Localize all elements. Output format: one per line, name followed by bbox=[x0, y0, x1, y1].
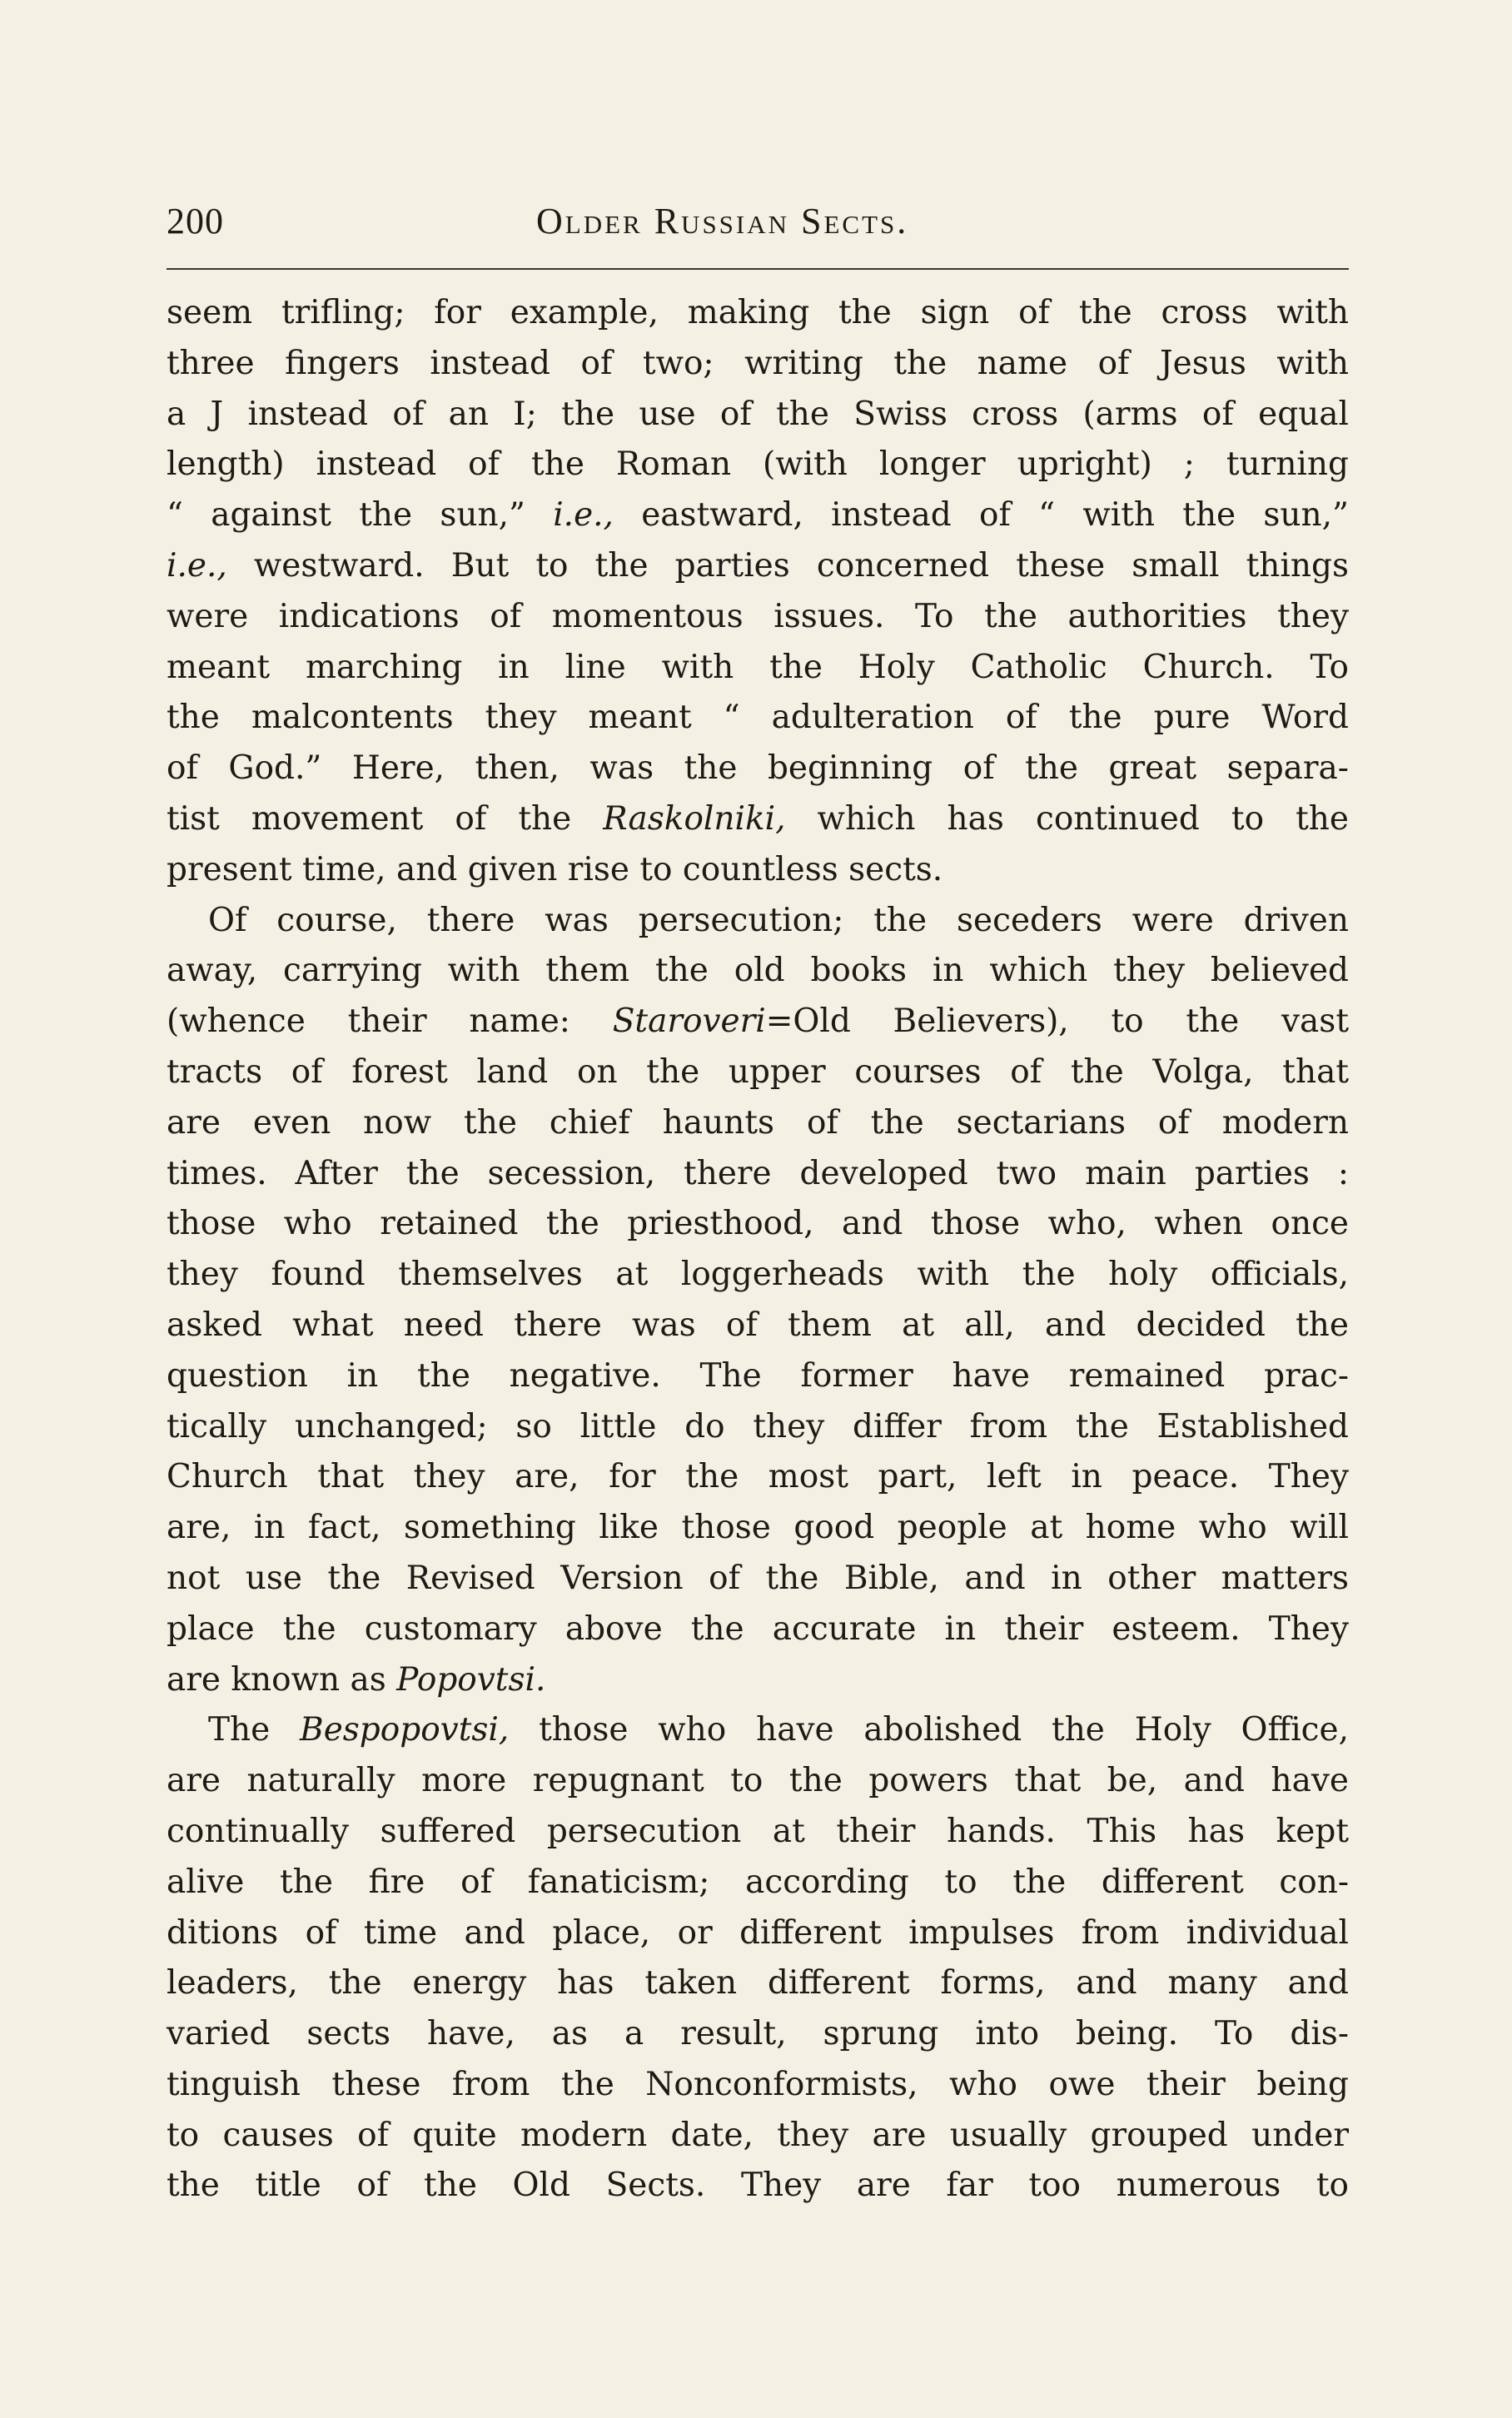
text-line: “ against the sun,” i.e., eastward, instead of “ with the sun,” bbox=[167, 496, 1349, 535]
page-number: 200 bbox=[167, 201, 224, 241]
text-line: they found themselves at loggerheads with the holy officials, bbox=[167, 1256, 1349, 1294]
text-line: length) instead of the Roman (with longer upright) ; turning bbox=[167, 445, 1349, 484]
text-line: are naturally more repugnant to the powers that be, and have bbox=[167, 1762, 1349, 1800]
page-header bbox=[167, 200, 1349, 250]
text-line: away, carrying with them the old books in which they believed bbox=[167, 952, 1349, 990]
body-text bbox=[167, 288, 1349, 2212]
text-line: ditions of time and place, or different impulses from individual bbox=[167, 1913, 1349, 1952]
text-line: question in the negative. The former have remained prac- bbox=[167, 1356, 1349, 1395]
text-line: are known as Popovtsi. bbox=[167, 1660, 546, 1699]
text-line: times. After the secession, there developed two main parties : bbox=[167, 1154, 1349, 1192]
text-line: present time, and given rise to countless sects. bbox=[167, 850, 943, 888]
text-line: meant marching in line with the Holy Catholic Church. To bbox=[167, 648, 1349, 686]
text-line: of God.” Here, then, was the beginning of the great separa- bbox=[167, 749, 1349, 788]
paragraph-2 bbox=[167, 896, 1349, 1706]
paragraph-3 bbox=[167, 1705, 1349, 2212]
text-line: i.e., westward. But to the parties concerned these small things bbox=[167, 546, 1349, 585]
text-line: (whence their name: Staroveri=Old Believers), to the vast bbox=[167, 1003, 1349, 1041]
text-line: tist movement of the Raskolniki, which has continued to the bbox=[167, 799, 1349, 838]
text-line: were indications of momentous issues. To the authorities they bbox=[167, 597, 1349, 635]
text-line: tracts of forest land on the upper courses of the Volga, that bbox=[167, 1052, 1349, 1091]
text-line: asked what need there was of them at all, and decided the bbox=[167, 1306, 1349, 1344]
text-line: The Bespopovtsi, those who have abolished the Holy Office, bbox=[208, 1711, 1349, 1749]
text-line: not use the Revised Version of the Bible, and in other matters bbox=[167, 1559, 1349, 1597]
text-line: are even now the chief haunts of the sectarians of modern bbox=[167, 1103, 1349, 1142]
text-line: are, in fact, something like those good people at home who will bbox=[167, 1509, 1349, 1547]
running-title: Older Russian Sects. bbox=[536, 201, 909, 241]
text-line: a J instead of an I; the use of the Swiss cross (arms of equal bbox=[167, 395, 1349, 433]
text-line: the title of the Old Sects. They are far too numerous to bbox=[167, 2167, 1349, 2205]
text-line: seem trifling; for example, making the sign of the cross with bbox=[167, 294, 1349, 331]
header-rule bbox=[167, 268, 1349, 270]
text-line: tically unchanged; so little do they differ from the Established bbox=[167, 1407, 1349, 1445]
text-line: those who retained the priesthood, and those who, when once bbox=[167, 1205, 1349, 1243]
text-line: continually suffered persecution at their hands. This has kept bbox=[167, 1812, 1349, 1850]
text-line: the malcontents they meant “ adulteration of the pure Word bbox=[167, 699, 1349, 737]
text-line: leaders, the energy has taken different forms, and many and bbox=[167, 1964, 1349, 2003]
text-line: to causes of quite modern date, they are usually grouped under bbox=[167, 2116, 1349, 2154]
text-line: Church that they are, for the most part, left in peace. They bbox=[167, 1458, 1349, 1496]
text-line: alive the fire of fanaticism; according to the different con- bbox=[167, 1863, 1349, 1901]
text-line: varied sects have, as a result, sprung into being. To dis- bbox=[167, 2015, 1349, 2053]
paragraph-1 bbox=[167, 288, 1349, 896]
text-line: place the customary above the accurate in their esteem. They bbox=[167, 1610, 1349, 1648]
text-line: tinguish these from the Nonconformists, who owe their being bbox=[167, 2065, 1349, 2103]
text-line: Of course, there was persecution; the seceders were driven bbox=[208, 901, 1349, 939]
text-line: three fingers instead of two; writing the name of Jesus with bbox=[167, 344, 1349, 382]
